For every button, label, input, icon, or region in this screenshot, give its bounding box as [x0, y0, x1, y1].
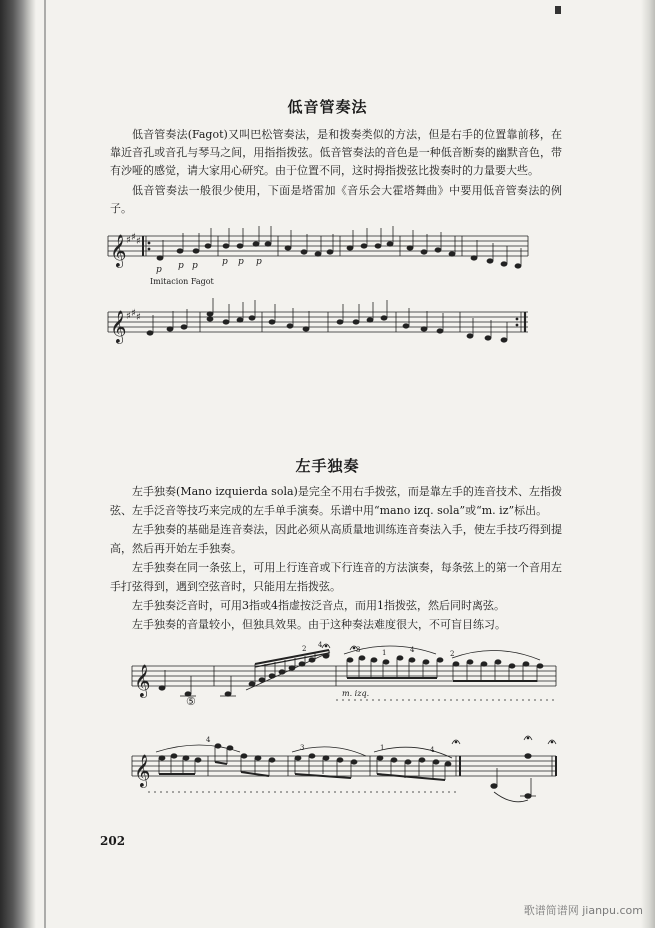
solo-paragraph-4: 左手独奏泛音时，可用3指或4指虚按泛音点，而用1指拨弦，然后同时离弦。 — [132, 599, 505, 612]
svg-text:p: p — [156, 265, 162, 275]
svg-text:2: 2 — [450, 650, 455, 658]
svg-text:p: p — [192, 261, 198, 271]
fagot-notes-1 — [157, 226, 521, 268]
svg-text:3: 3 — [300, 744, 305, 752]
fagot-paragraph-2: 低音管奏法一般很少使用，下面是塔雷加《音乐会大霍塔舞曲》中要用低音管奏法的例子。 — [110, 184, 562, 215]
treble-clef-icon: 𝄞 — [110, 310, 127, 343]
treble-clef-icon: 𝄞 — [134, 664, 151, 697]
site-watermark: 歌谱简谱网 jianpu.com — [523, 904, 643, 917]
svg-text:4: 4 — [430, 746, 435, 754]
svg-text:1: 1 — [380, 744, 385, 752]
section-title-left-hand-solo: 左手独奏 — [295, 457, 360, 475]
sharp-icon: ♯ — [126, 235, 131, 246]
sharp-icon: ♯ — [126, 311, 131, 322]
svg-text:3: 3 — [356, 646, 361, 654]
section-title-fagot: 低音管奏法 — [287, 98, 368, 116]
svg-text:m. izq.: m. izq. — [342, 689, 370, 698]
svg-text:4: 4 — [410, 646, 415, 654]
sharp-icon: ♯ — [131, 308, 136, 319]
svg-text:1: 1 — [382, 649, 387, 657]
treble-clef-icon: 𝄞 — [134, 754, 151, 787]
solo-paragraph-5: 左手独奏的音量较小，但独具效果。由于这种奏法难度很大，不可盲目练习。 — [132, 618, 506, 631]
svg-text:2: 2 — [302, 645, 307, 653]
svg-text:4: 4 — [206, 736, 211, 744]
svg-text:p: p — [256, 257, 262, 267]
page-number: 202 — [100, 834, 126, 848]
svg-text:p: p — [178, 261, 184, 271]
sharp-icon: ♯ — [136, 236, 141, 247]
fagot-notes-2 — [147, 298, 507, 342]
solo-paragraph-1: 左手独奏(Mano izquierda sola)是完全不用右手拨弦，而是靠左手的连音技术、左指拨弦、左手泛音等技巧来完成的左手单手演奏。乐谱中用“mano izq. sola”或“m. iz”标出。 — [110, 485, 562, 517]
solo-staff-2-text — [206, 736, 435, 754]
svg-text:4: 4 — [318, 641, 323, 649]
fagot-annotation: Imitacion Fagot — [150, 277, 214, 286]
fagot-paragraph-1: 低音管奏法(Fagot)又叫巴松管奏法，是和拨奏类似的方法，但是右手的位置靠前移，在靠近音孔或音孔与琴马之间，用指指拨弦。低音管奏法的音色是一种低音断奏的幽默音色，带有沙哑的感觉，请大家用心研究。由于位置不同，这时拇指拨弦比拨奏时的力量要大些。 — [110, 128, 562, 177]
solo-paragraph-3: 左手独奏在同一条弦上，可用上行连音或下行连音的方法演奏，每条弦上的第一个音用左手打弦得到，遇到空弦音时，只能用左指拨弦。 — [110, 561, 562, 593]
svg-text:p: p — [238, 257, 244, 267]
fagot-staff-2 — [108, 308, 528, 344]
solo-notes-2 — [148, 736, 556, 802]
svg-text:⑤: ⑤ — [186, 695, 196, 708]
solo-paragraph-2: 左手独奏的基础是连音奏法，因此必须从高质量地训练连音奏法入手，使左手技巧得到提高，然后再开始左手独奏。 — [110, 523, 562, 555]
svg-text:p: p — [222, 257, 228, 267]
fagot-staff-1 — [108, 232, 528, 268]
sharp-icon: ♯ — [131, 232, 136, 243]
sharp-icon: ♯ — [136, 312, 141, 323]
fagot-dynamics — [156, 257, 262, 275]
treble-clef-icon: 𝄞 — [110, 234, 127, 267]
